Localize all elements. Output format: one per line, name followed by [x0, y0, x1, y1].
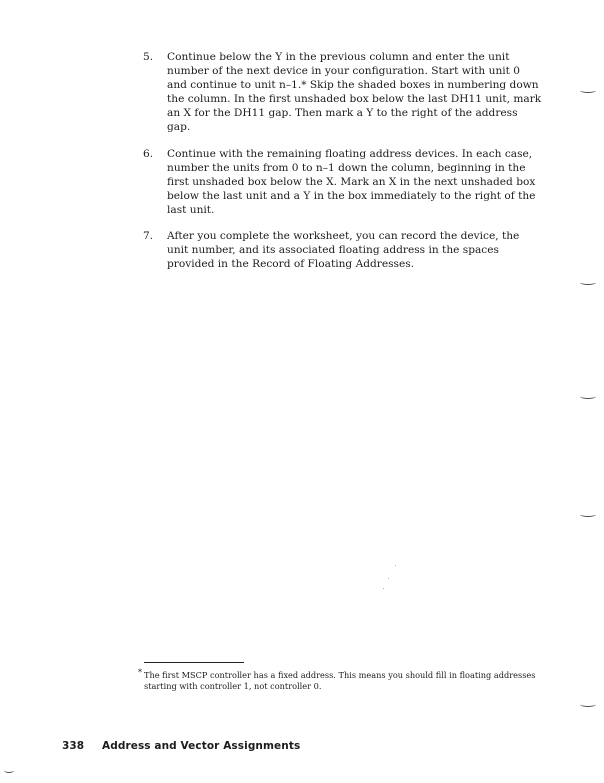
- scan-speck: [395, 565, 396, 566]
- corner-mark: [4, 768, 14, 773]
- step-6: [143, 147, 543, 217]
- step-number: 6.: [143, 147, 154, 160]
- section-title: Address and Vector Assignments: [101, 740, 301, 752]
- step-number: 7.: [143, 230, 154, 243]
- binder-mark: [580, 702, 596, 707]
- step-number: 5.: [143, 51, 154, 63]
- binder-mark: [580, 88, 596, 93]
- footnote: [138, 668, 544, 692]
- footnote-rule: [144, 662, 244, 663]
- step-text: Continue below the Y in the previous column and enter the unit number of the next device in your configuration. Start with unit 0 and continue to unit n–1.* Skip the shaded boxes in numbering down the column. In the first unshaded box below the last DH11 unit, mark an X for the DH11 gap. Then mark a Y to the right of the address gap.: [167, 51, 542, 134]
- procedure-steps: [143, 50, 543, 283]
- step-5: [143, 50, 543, 135]
- binder-mark: [580, 512, 596, 517]
- footnote-text: The first MSCP controller has a fixed address. This means you should fill in floating addresses starting with controller 1, not controller 0.: [144, 670, 536, 691]
- step-text: Continue with the remaining floating address devices. In each case, number the units from 0 to n–1 down the column, beginning in the first unshaded box below the X. Mark an X in the next unshaded box below the last unit and a Y in the box immediately to the right of the last unit.: [167, 147, 536, 216]
- scan-speck: [388, 578, 389, 579]
- binder-mark: [580, 394, 596, 399]
- binder-mark: [580, 280, 596, 285]
- scan-speck: [383, 588, 384, 589]
- page-number: 338: [62, 740, 85, 752]
- step-text: After you complete the worksheet, you can record the device, the unit number, and its associated floating address in the spaces provided in the Record of Floating Addresses.: [167, 230, 520, 271]
- step-7: [143, 229, 543, 271]
- page-footer: [62, 740, 300, 752]
- footnote-marker: *: [138, 668, 142, 677]
